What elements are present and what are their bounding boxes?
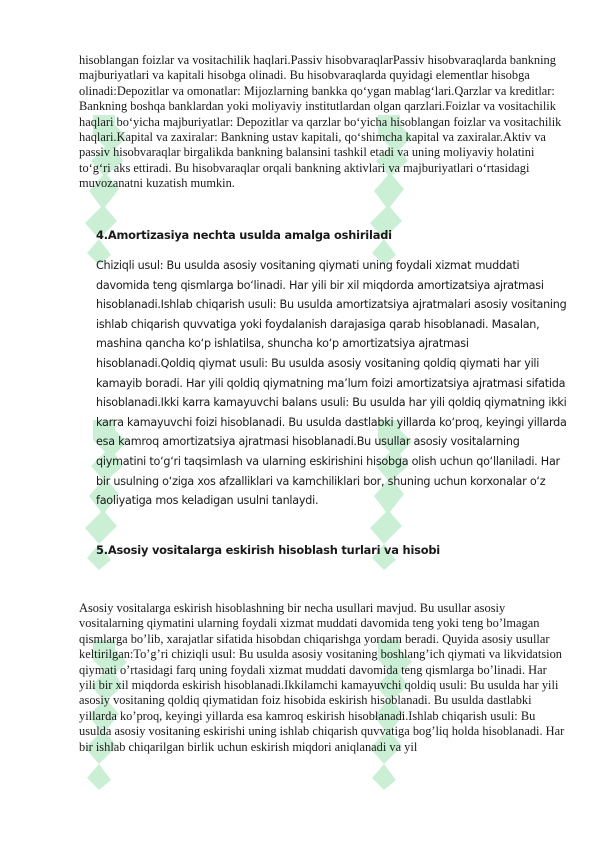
paragraph-amortizatsiya-usullari: Chiziqli usul: Bu usulda asosiy vositaning qiymati uning foydali xizmat muddati davomida teng qismlarga bo‘linadi. Har yili bir xil miqdorda amortizatsiya ajratmasi hisoblanadi.Ishlab chiqarish usuli: Bu usulda amortizatsiya ajratmalari asosiy vositaning ishlab chiqarish quvvatiga yoki foydalanish darajasiga qarab hisoblanadi. Masalan, mashina qancha ko‘p ishlatilsa, shuncha ko‘p amortizatsiya ajratmasi hisoblanadi.Qoldiq qiymat usuli: Bu usulda asosiy vositaning qoldiq qiymati har yili kamayib boradi. Har yili qoldiq qiymatning ma’lum foizi amortizatsiya ajratmasi sifatida hisoblanadi.Ikki karra kamayuvchi balans usuli: Bu usulda har yili qoldiq qiymatning ikki karra kamayuvchi foizi hisoblanadi. Bu usulda dastlabki yillarda ko‘proq, keyingi yillarda esa kamroq amortizatsiya ajratmasi hisoblanadi.Bu usullar asosiy vositalarning qiymatini to‘g‘ri taqsimlash va ularning eskirishini hisobga olish uchun qo‘llaniladi. Har bir usulning o‘ziga xos afzalliklari va kamchiliklari bor, shuning uchun korxonalar o‘z faoliyatiga mos keladigan usulni tanlaydi. bbox=[96, 259, 567, 508]
paragraph-passiv-hisobvaraqlar: hisoblangan foizlar va vositachilik haqlari.Passiv hisobvaraqlarPassiv hisobvaraqlarda bankning majburiyatlari va kapitali hisobga olinadi. Bu hisobvaraqlarda quyidagi elementlar hisobga olinadi:Depozitlar va omonatlar: Mijozlarning bankka qo‘ygan mablag‘lari.Qarzlar va kreditlar: Bankning boshqa banklardan yoki moliyaviy institutlardan olgan qarzlari.Foizlar va vositachilik haqlari bo‘yicha majburiyatlar: Depozitlar va qarzlar bo‘yicha hisoblangan foizlar va vositachilik haqlari.Kapital va zaxiralar: Bankning ustav kapitali, qo‘shimcha kapital va zaxiralar.Aktiv va passiv hisobvaraqlar birgalikda bankning balansini tashkil etadi va uning moliyaviy holatini to‘g‘ri aks ettiradi. Bu hisobvaraqlar orqali bankning aktivlari va majburiyatlari o‘rtasidagi muvozanatni kuzatish mumkin. bbox=[79, 53, 562, 191]
paragraph-eskirish-usullari: Asosiy vositalarga eskirish hisoblashning bir necha usullari mavjud. Bu usullar asosiy vositalarning qiymatini ularning foydali xizmat muddati davomida teng yoki teng bo’lmagan qismlarga bo’lib, xarajatlar sifatida hisobdan chiqarishga yordam beradi. Quyida asosiy usullar keltirilgan:To’g’ri chiziqli usul: Bu usulda asosiy vositaning boshlang’ich qiymati va likvidatsion qiymati o’rtasidagi farq uning foydali xizmat muddati davomida teng qismlarga bo’linadi. Har yili bir xil miqdorda eskirish hisoblanadi.Ikkilamchi kamayuvchi qoldiq usuli: Bu usulda har yili asosiy vositaning qoldiq qiymatidan foiz hisobida eskirish hisoblanadi. Bu usulda dastlabki yillarda ko’proq, keyingi yillarda esa kamroq eskirish hisoblanadi.Ishlab chiqarish usuli: Bu usulda asosiy vositaning eskirishi uning ishlab chiqarish quvvatiga bog’liq holda hisoblanadi. Har bir ishlab chiqarilgan birlik uchun eskirish miqdori aniqlanadi va yil bbox=[79, 601, 565, 754]
heading-eskirish-turlari: 5.Asosiy vositalarga eskirish hisoblash turlari va hisobi bbox=[96, 543, 441, 557]
heading-amortizasiya: 4.Amortizasiya nechta usulda amalga oshiriladi bbox=[96, 228, 392, 242]
